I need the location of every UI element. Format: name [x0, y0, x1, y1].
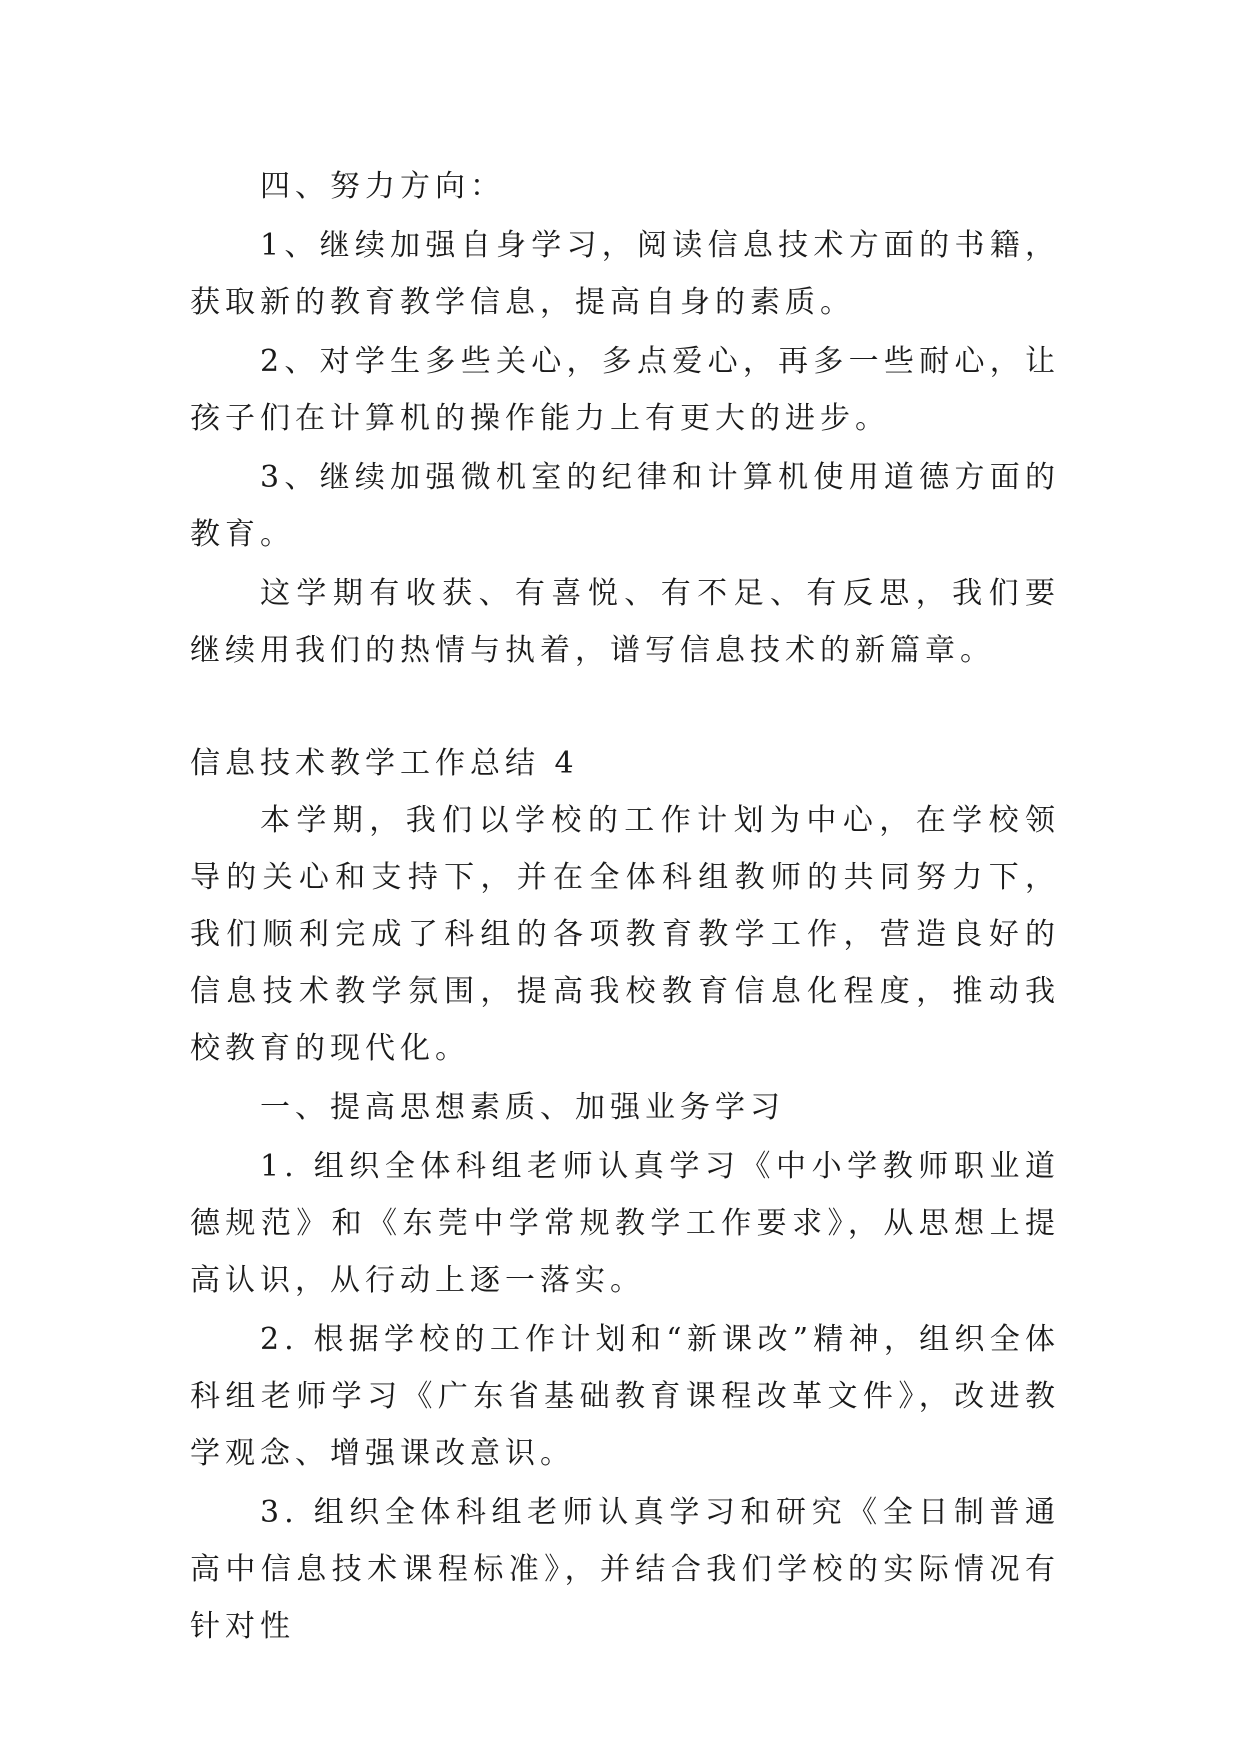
list-item: 2、对学生多些关心，多点爱心，再多一些耐心，让孩子们在计算机的操作能力上有更大的进步。: [190, 344, 1060, 436]
section-title: 一、提高思想素质、加强业务学习: [260, 1090, 785, 1125]
closing-paragraph: 这学期有收获、有喜悦、有不足、有反思，我们要继续用我们的热情与执着，谱写信息技术的新篇章。: [190, 576, 1060, 668]
list-item: 1. 组织全体科组老师认真学习《中小学教师职业道德规范》和《东莞中学常规教学工作要求》，从思想上提高认识，从行动上逐一落实。: [190, 1149, 1060, 1298]
intro-paragraph: 本学期，我们以学校的工作计划为中心，在学校领导的关心和支持下，并在全体科组教师的共同努力下，我们顺利完成了科组的各项教育教学工作，营造良好的信息技术教学氛围，提高我校教育信息化程度，推动我校教育的现代化。: [190, 803, 1060, 1066]
list-item: 1、继续加强自身学习，阅读信息技术方面的书籍，获取新的教育教学信息，提高自身的素质。: [190, 228, 1060, 320]
article-title: 信息技术教学工作总结 4: [190, 746, 579, 781]
list-item: 3、继续加强微机室的纪律和计算机使用道德方面的教育。: [190, 460, 1060, 552]
section-title: 四、努力方向：: [260, 169, 505, 204]
list-item: 3. 组织全体科组老师认真学习和研究《全日制普通高中信息技术课程标准》，并结合我们学校的实际情况有针对性: [190, 1495, 1060, 1644]
list-item: 2. 根据学校的工作计划和“新课改”精神，组织全体科组老师学习《广东省基础教育课程改革文件》，改进教学观念、增强课改意识。: [190, 1322, 1060, 1471]
article: [190, 735, 1060, 1655]
section-before: [190, 158, 1060, 679]
